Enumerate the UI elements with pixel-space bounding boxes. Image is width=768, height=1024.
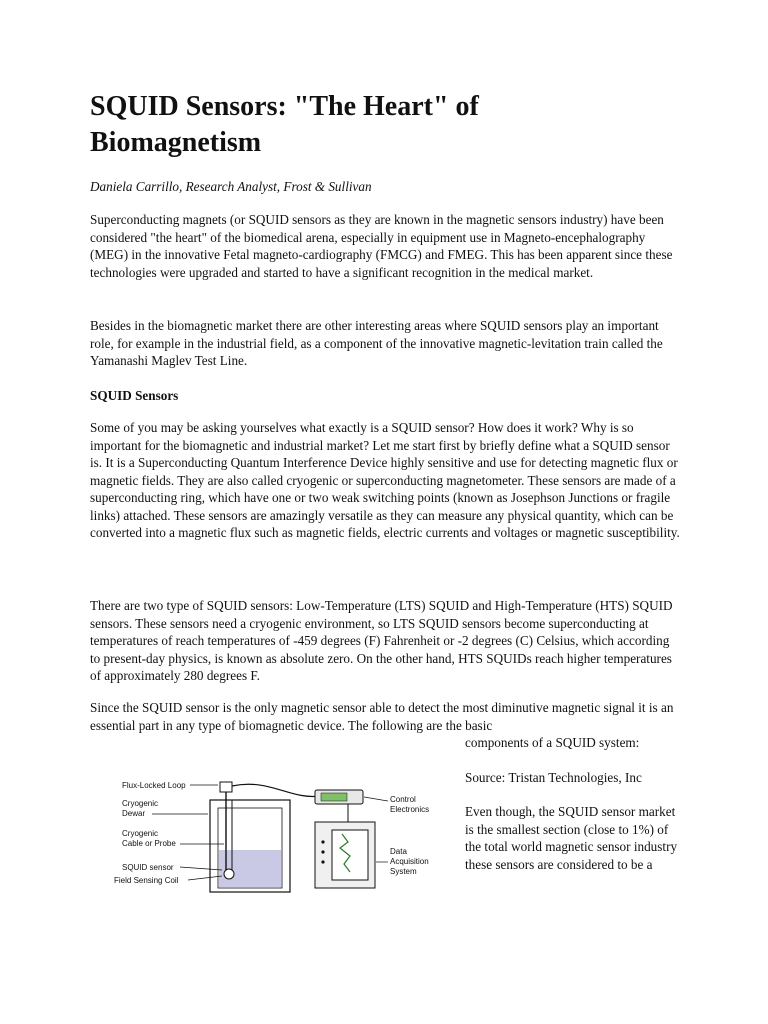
column-line-1: components of a SQUID system: <box>465 735 640 750</box>
label-flux-loop: Flux-Locked Loop <box>122 781 186 790</box>
column-paragraph: Even though, the SQUID sensor market is the smallest section (close to 1%) of the total world magnetic sensor industry these sensors are considered to be a <box>465 804 678 872</box>
right-column <box>465 734 685 873</box>
label-control-2: Electronics <box>390 805 430 814</box>
source-caption: Source: Tristan Technologies, Inc <box>465 769 642 785</box>
flux-locked-loop-box <box>220 782 232 792</box>
label-squid: SQUID sensor <box>122 863 174 872</box>
page-title: SQUID Sensors: "The Heart" of Biomagnetism <box>90 91 479 158</box>
cryogenic-liquid <box>219 850 281 887</box>
label-dewar-1: Cryogenic <box>122 799 159 808</box>
paragraph-5: Since the SQUID sensor is the only magnetic sensor able to detect the most diminutive magnetic signal it is an essential part in any type of biomagnetic device. The following are the basic <box>90 700 674 733</box>
arrow-line <box>364 797 388 801</box>
section-heading: SQUID Sensors <box>90 388 179 403</box>
daq-knob <box>321 840 324 843</box>
squid-system-diagram <box>110 770 450 900</box>
control-display <box>321 793 347 801</box>
paragraph-4: There are two type of SQUID sensors: Low-Temperature (LTS) SQUID and High-Temperature (HTS) SQUID sensors. These sensors need a cryogenic environment, so LTS SQUID sensors become superconducting at temperatures of reach temperatures of -459 degrees (F) Fahrenheit or -2 degrees (C) Celsius, which according to present-day physics, is known as absolute zero. On the other hand, HTS SQUIDs reach higher temperatures of approximately 280 degrees F. <box>90 598 673 683</box>
paragraph-1: Superconducting magnets (or SQUID sensors as they are known in the magnetic sensors industry) have been considered "the heart" of the biomedical arena, especially in equipment use in Magneto-encephalography (MEG) in the innovative Fetal magneto-cardiography (FMCG) and FMEG. This has been apparent since these technologies were upgraded and started to have a significant recognition in the medical market. <box>90 212 673 280</box>
label-coil: Field Sensing Coil <box>114 876 179 885</box>
daq-knob <box>321 850 324 853</box>
label-cable-2: Cable or Probe <box>122 839 176 848</box>
daq-screen <box>332 830 368 880</box>
label-daq-2: Acquisition <box>390 857 429 866</box>
label-dewar-2: Dewar <box>122 809 146 818</box>
label-cable-1: Cryogenic <box>122 829 159 838</box>
label-control-1: Control <box>390 795 416 804</box>
author-line: Daniela Carrillo, Research Analyst, Frost & Sullivan <box>90 179 372 194</box>
squid-sensor-coil <box>224 869 234 879</box>
label-daq-3: System <box>390 867 417 876</box>
cable-line <box>232 784 320 796</box>
paragraph-3: Some of you may be asking yourselves what exactly is a SQUID sensor? How does it work? Why is so important for the biomagnetic and industrial market? Let me start first by briefly define what a SQUID sensor is. It is a Superconducting Quantum Interference Device highly sensitive and use for detecting magnetic flux or magnetic fields. They are also called cryogenic or superconducting magnetometer. These sensors are made of a superconducting ring, which have one or two weak switching points (known as Josephson Junctions or fragile links) attached. These sensors are amazingly versatile as they can measure any physical quantity, which can be converted into a magnetic flux such as magnetic fields, electric currents and voltages or magnetic susceptibility. <box>90 420 680 540</box>
daq-knob <box>321 860 324 863</box>
paragraph-2: Besides in the biomagnetic market there are other interesting areas where SQUID sensors play an important role, for example in the industrial field, as a component of the innovative magnetic-levitation train called the Yamanashi Maglev Test Line. <box>90 318 663 368</box>
label-daq-1: Data <box>390 847 407 856</box>
